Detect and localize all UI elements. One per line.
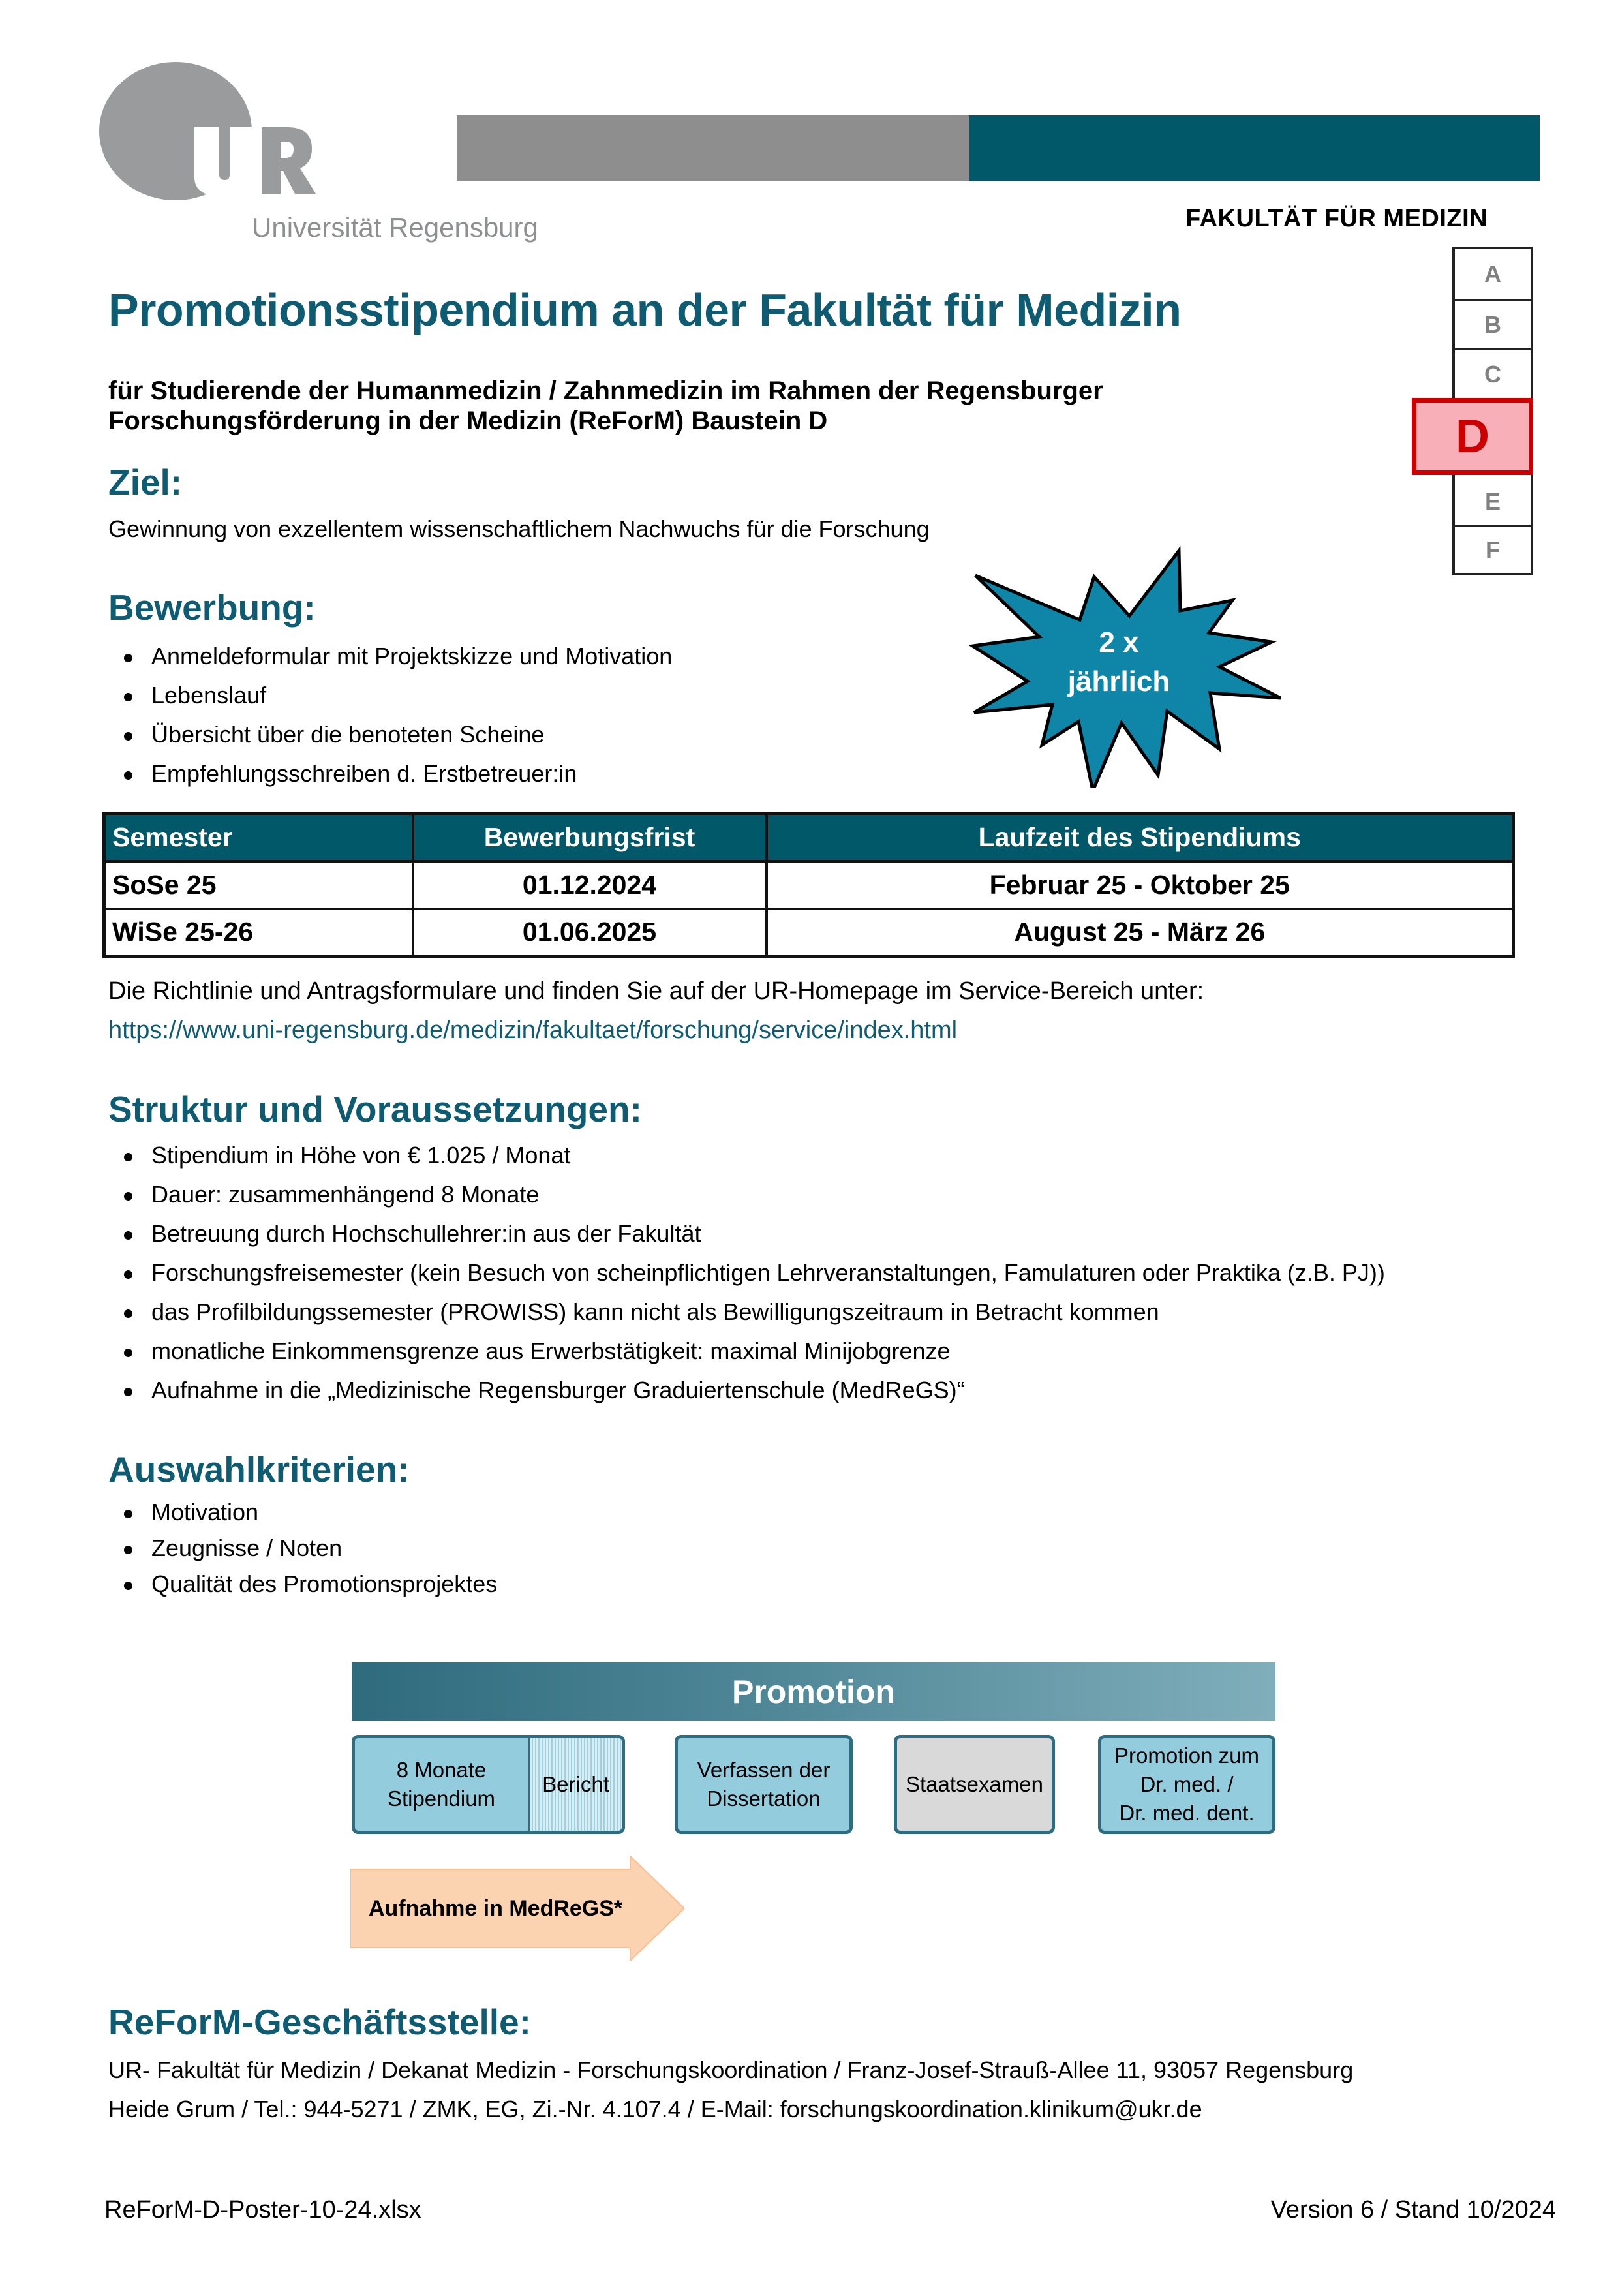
- list-item: Anmeldeformular mit Projektskizze und Motivation: [108, 645, 672, 684]
- list-item: Aufnahme in die „Medizinische Regensburger Graduiertenschule (MedReGS)“: [108, 1379, 1385, 1418]
- ur-logo-icon: [189, 124, 320, 197]
- university-name: Universität Regensburg: [252, 212, 538, 243]
- block-f: F: [1486, 536, 1500, 563]
- list-item: Zeugnisse / Noten: [108, 1537, 497, 1572]
- list-item: Dauer: zusammenhängend 8 Monate: [108, 1183, 1385, 1222]
- auswahl-heading: Auswahlkriterien:: [108, 1449, 410, 1490]
- starburst-line-2: jährlich: [1067, 666, 1170, 697]
- header-gray-bar: [457, 115, 969, 181]
- doctorate-line-1: Promotion zum: [1114, 1743, 1259, 1768]
- contact-heading: ReForM-Geschäftsstelle:: [108, 2002, 531, 2042]
- subtitle-line-1: für Studierende der Humanmedizin / Zahnmedizin im Rahmen der Regensburger: [108, 376, 1103, 405]
- block-c: C: [1455, 350, 1531, 401]
- starburst-line-1: 2 x: [1099, 626, 1139, 658]
- promotion-bar: Promotion: [352, 1662, 1275, 1721]
- footer-version: Version 6 / Stand 10/2024: [1270, 2196, 1556, 2224]
- table-row: [104, 909, 1514, 957]
- cell-deadline: 01.12.2024: [413, 861, 767, 909]
- stipend-label: [355, 1738, 530, 1831]
- doctorate-line-3: Dr. med. dent.: [1119, 1801, 1255, 1825]
- medregs-arrow-label: Aufnahme in MedReGS*: [369, 1896, 623, 1921]
- cell-duration: August 25 - März 26: [767, 909, 1514, 957]
- cell-deadline: 01.06.2025: [413, 909, 767, 957]
- stipend-line-2: Stipendium: [387, 1786, 496, 1811]
- stipend-line-1: 8 Monate: [396, 1758, 487, 1782]
- list-item: das Profilbildungssemester (PROWISS) kann nicht als Bewilligungszeitraum in Betracht kommen: [108, 1300, 1385, 1339]
- cell-semester: SoSe 25: [104, 861, 413, 909]
- state-exam-box: [894, 1735, 1055, 1834]
- doctorate-line-2: Dr. med. /: [1140, 1772, 1234, 1796]
- ziel-heading: Ziel:: [108, 462, 183, 502]
- cell-semester: WiSe 25-26: [104, 909, 413, 957]
- list-item: monatliche Einkommensgrenze aus Erwerbstätigkeit: maximal Minijobgrenze: [108, 1339, 1385, 1379]
- starburst-label: [956, 623, 1282, 701]
- faculty-label: FAKULTÄT FÜR MEDIZIN: [1185, 205, 1488, 232]
- table-header-row: [104, 814, 1514, 861]
- block-e: E: [1455, 478, 1531, 527]
- list-item: Empfehlungsschreiben d. Erstbetreuer:in: [108, 762, 672, 801]
- ziel-text: Gewinnung von exzellentem wissenschaftlichem Nachwuchs für die Forschung: [108, 515, 930, 542]
- list-item: Qualität des Promotionsprojektes: [108, 1572, 497, 1608]
- bewerbung-heading: Bewerbung:: [108, 587, 316, 628]
- list-item: Forschungsfreisemester (kein Besuch von scheinpflichtigen Lehrveranstaltungen, Famulaturen oder Praktika (z.B. PJ)): [108, 1261, 1385, 1300]
- column-header-deadline: Bewerbungsfrist: [413, 814, 767, 861]
- block-a: A: [1455, 249, 1531, 301]
- header-teal-bar: [969, 115, 1540, 181]
- list-item: Lebenslauf: [108, 684, 672, 723]
- homepage-link[interactable]: https://www.uni-regensburg.de/medizin/fakultaet/forschung/service/index.html: [108, 1017, 958, 1044]
- struktur-list: [108, 1144, 1385, 1418]
- page-title: Promotionsstipendium an der Fakultät für Medizin: [108, 284, 1182, 335]
- auswahl-list: [108, 1501, 497, 1608]
- contact-person: Heide Grum / Tel.: 944-5271 / ZMK, EG, Zi.-Nr. 4.107.4 / E-Mail: forschungskoordination.klinikum@ukr.de: [108, 2096, 1202, 2122]
- stipend-box: [352, 1735, 625, 1834]
- dissertation-line-2: Dissertation: [707, 1786, 821, 1811]
- deadlines-table: [102, 812, 1515, 958]
- list-item: Stipendium in Höhe von € 1.025 / Monat: [108, 1144, 1385, 1183]
- struktur-heading: Struktur und Voraussetzungen:: [108, 1089, 642, 1129]
- list-item: Übersicht über die benoteten Scheine: [108, 723, 672, 762]
- column-header-semester: Semester: [104, 814, 413, 861]
- dissertation-line-1: Verfassen der: [697, 1758, 831, 1782]
- list-item: Betreuung durch Hochschullehrer:in aus der Fakultät: [108, 1222, 1385, 1261]
- subtitle-line-2: Forschungsförderung in der Medizin (ReForM) Baustein D: [108, 406, 828, 435]
- cell-duration: Februar 25 - Oktober 25: [767, 861, 1514, 909]
- footer-filename: ReForM-D-Poster-10-24.xlsx: [104, 2196, 421, 2224]
- dissertation-box: [675, 1735, 853, 1834]
- info-text: Die Richtlinie und Antragsformulare und finden Sie auf der UR-Homepage im Service-Bereich unter:: [108, 977, 1204, 1005]
- column-header-duration: Laufzeit des Stipendiums: [767, 814, 1514, 861]
- report-segment: Bericht: [530, 1738, 622, 1831]
- bewerbung-list: [108, 645, 672, 801]
- table-row: [104, 861, 1514, 909]
- state-exam-label: Staatsexamen: [906, 1772, 1043, 1796]
- doctorate-box: [1098, 1735, 1275, 1834]
- block-b: B: [1455, 301, 1531, 350]
- page-subtitle: [108, 376, 1283, 436]
- contact-address: UR- Fakultät für Medizin / Dekanat Medizin - Forschungskoordination / Franz-Josef-Strauß-Allee 11, 93057 Regensburg: [108, 2057, 1354, 2083]
- list-item: Motivation: [108, 1501, 497, 1537]
- block-d-active: D: [1412, 398, 1533, 475]
